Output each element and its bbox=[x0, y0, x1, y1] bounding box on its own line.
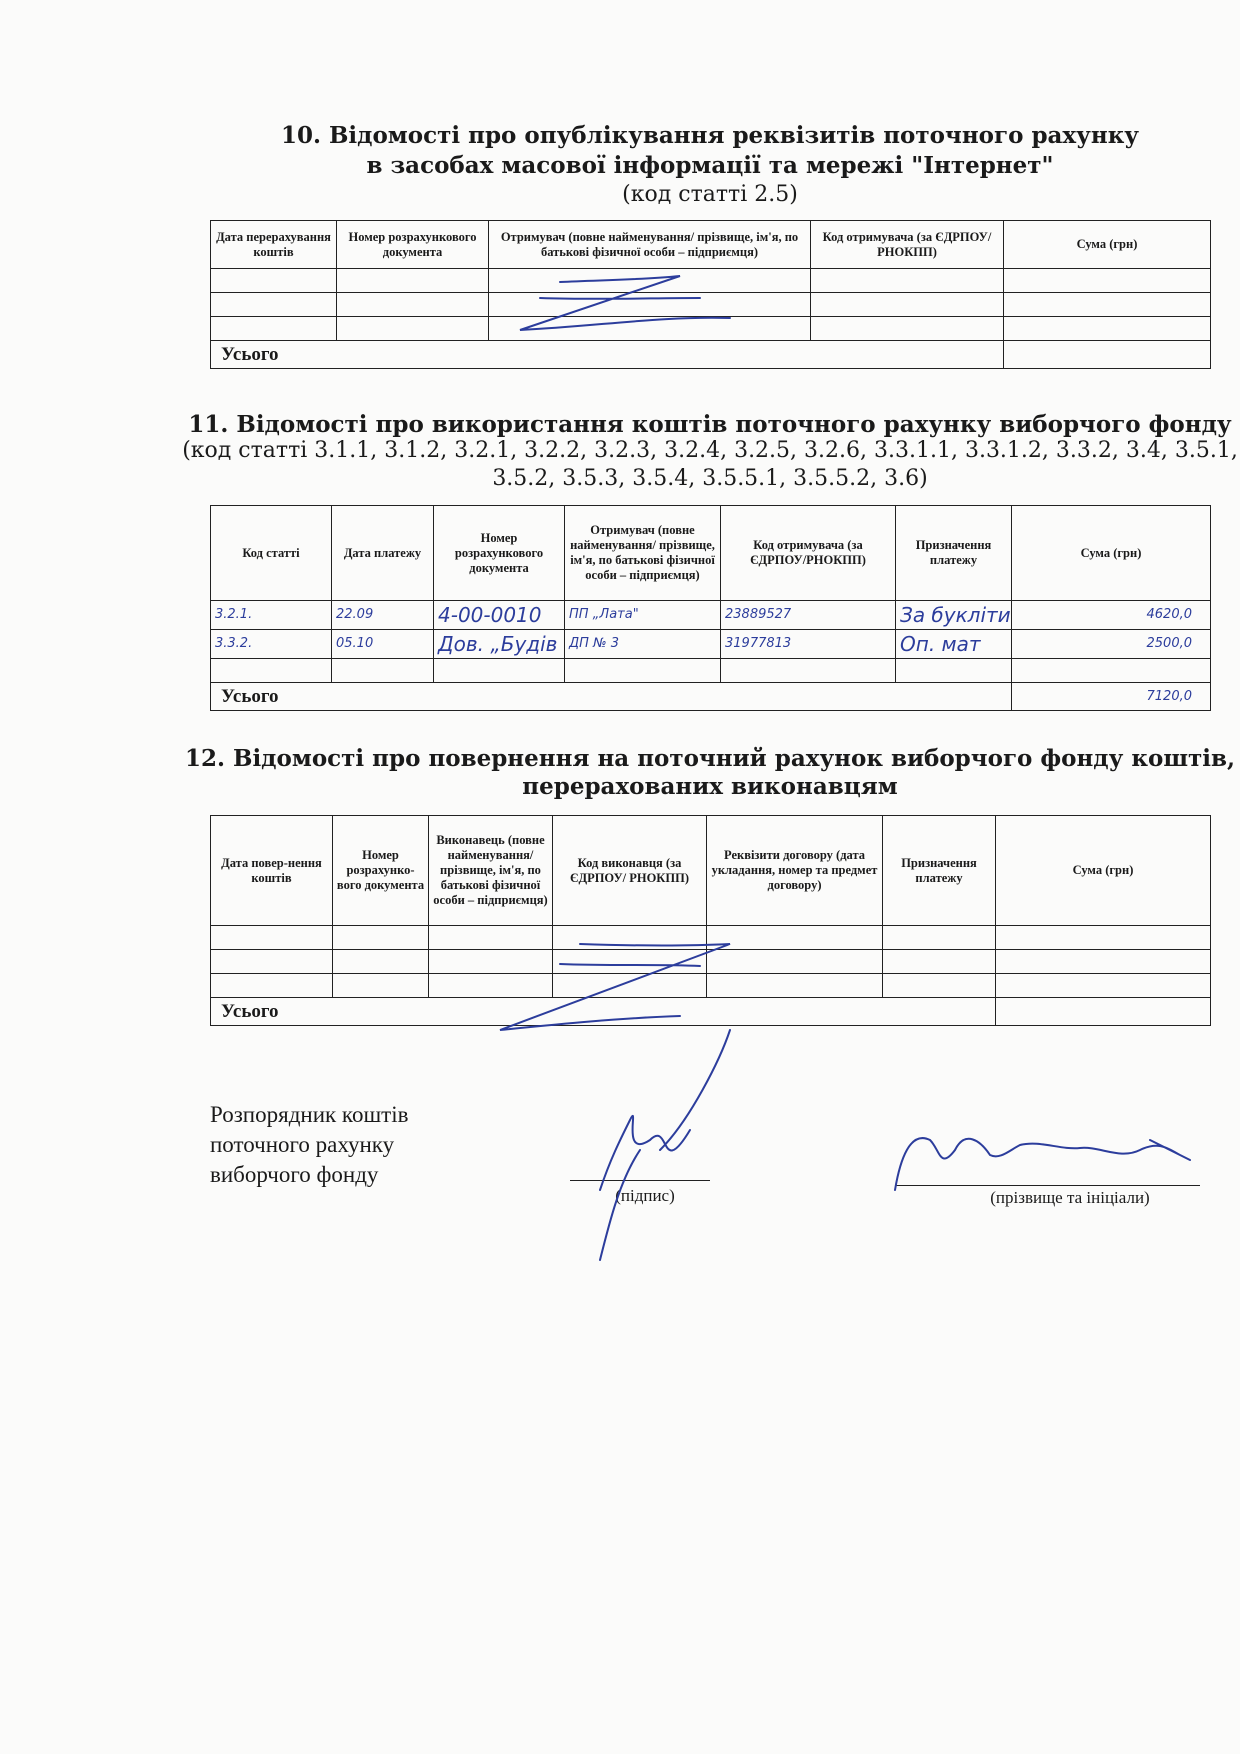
signer-line: Розпорядник коштів bbox=[210, 1102, 409, 1127]
cell-amount: 2500,0 bbox=[1012, 630, 1211, 659]
total-value bbox=[1004, 341, 1211, 369]
total-value bbox=[996, 998, 1211, 1026]
header-cell: Реквізити договору (дата укладання, номер та предмет договору) bbox=[707, 816, 883, 926]
cell-payment-date: 05.10 bbox=[332, 630, 434, 659]
header-cell: Дата повер-нення коштів bbox=[211, 816, 333, 926]
table-row bbox=[211, 293, 1211, 317]
section11-title: 11. Відомості про використання коштів поточного рахунку виборчого фонду bbox=[188, 411, 1232, 438]
header-cell: Сума (грн) bbox=[996, 816, 1211, 926]
cell-payment-date: 22.09 bbox=[332, 601, 434, 630]
header-cell: Код отримувача (за ЄДРПОУ/РНОКПП) bbox=[811, 221, 1004, 269]
header-cell: Призначення платежу bbox=[896, 506, 1012, 601]
signer-line: виборчого фонду bbox=[210, 1162, 379, 1187]
signature-caption: (підпис) bbox=[615, 1186, 675, 1205]
section11-code-line2: 3.5.2, 3.5.3, 3.5.4, 3.5.5.1, 3.5.5.2, 3.6) bbox=[492, 466, 928, 491]
name-line bbox=[895, 1185, 1200, 1186]
signer-title bbox=[210, 1100, 408, 1190]
total-value: 7120,0 bbox=[1012, 683, 1211, 711]
section12-table bbox=[210, 815, 1211, 1026]
section11-code-line1: (код статті 3.1.1, 3.1.2, 3.2.1, 3.2.2, 3.2.3, 3.2.4, 3.2.5, 3.2.6, 3.3.1.1, 3.3.1.2, 3.3.2, 3.4, 3.5.1, bbox=[182, 438, 1238, 463]
section10-title-line1: 10. Відомості про опублікування реквізитів поточного рахунку bbox=[280, 122, 1140, 149]
cell-payment-purpose: За букліти bbox=[896, 601, 1012, 630]
cell-recipient-code: 23889527 bbox=[721, 601, 896, 630]
cell-payment-purpose: Оп. мат bbox=[896, 630, 1012, 659]
table-row bbox=[211, 950, 1211, 974]
total-label: Усього bbox=[211, 341, 1004, 369]
total-row bbox=[211, 341, 1211, 369]
header-cell: Виконавець (повне найменування/ прізвище, ім'я, по батькові фізичної особи – підприємця) bbox=[429, 816, 553, 926]
header-cell: Номер розрахункового документа bbox=[434, 506, 565, 601]
table-row bbox=[211, 269, 1211, 293]
header-cell: Дата перерахування коштів bbox=[211, 221, 337, 269]
cell-recipient: ПП „Лата" bbox=[565, 601, 721, 630]
header-cell: Сума (грн) bbox=[1004, 221, 1211, 269]
table-header-row bbox=[211, 816, 1211, 926]
total-row bbox=[211, 683, 1211, 711]
header-cell: Сума (грн) bbox=[1012, 506, 1211, 601]
header-cell: Код виконавця (за ЄДРПОУ/ РНОКПП) bbox=[553, 816, 707, 926]
total-label: Усього bbox=[211, 683, 1012, 711]
section10-code: (код статті 2.5) bbox=[622, 182, 798, 207]
section10-title-line2: в засобах масової інформації та мережі "Інтернет" bbox=[366, 152, 1054, 179]
table-row bbox=[211, 317, 1211, 341]
header-cell: Код отримувача (за ЄДРПОУ/РНОКПП) bbox=[721, 506, 896, 601]
cell-recipient: ДП № 3 bbox=[565, 630, 721, 659]
cell-document-number: Дов. „Будів bbox=[434, 630, 565, 659]
header-cell: Код статті bbox=[211, 506, 332, 601]
table-header-row bbox=[211, 506, 1211, 601]
header-cell: Номер розрахункового документа bbox=[337, 221, 489, 269]
header-cell: Номер розрахунко-вого документа bbox=[333, 816, 429, 926]
section10-table bbox=[210, 220, 1211, 369]
signature-mark bbox=[600, 1030, 730, 1260]
name-handwriting-mark bbox=[895, 1138, 1190, 1190]
signature-line bbox=[570, 1180, 710, 1181]
table-row bbox=[211, 659, 1211, 683]
header-cell: Отримувач (повне найменування/ прізвище, ім'я, по батькові фізичної особи – підприємця) bbox=[565, 506, 721, 601]
cell-document-number: 4-00-0010 bbox=[434, 601, 565, 630]
section12-title-line2: перерахованих виконавцям bbox=[522, 773, 898, 800]
total-row bbox=[211, 998, 1211, 1026]
table-row bbox=[211, 974, 1211, 998]
table-row bbox=[211, 601, 1211, 630]
signer-line: поточного рахунку bbox=[210, 1132, 395, 1157]
section12-title-line1: 12. Відомості про повернення на поточний рахунок виборчого фонду коштів, bbox=[184, 745, 1236, 772]
total-label: Усього bbox=[211, 998, 996, 1026]
header-cell: Дата платежу bbox=[332, 506, 434, 601]
name-caption: (прізвище та ініціали) bbox=[990, 1188, 1150, 1207]
table-row bbox=[211, 630, 1211, 659]
cell-article-code: 3.3.2. bbox=[211, 630, 332, 659]
cell-amount: 4620,0 bbox=[1012, 601, 1211, 630]
cell-article-code: 3.2.1. bbox=[211, 601, 332, 630]
section11-table bbox=[210, 505, 1211, 711]
table-header-row bbox=[211, 221, 1211, 269]
header-cell: Призначення платежу bbox=[883, 816, 996, 926]
table-row bbox=[211, 926, 1211, 950]
header-cell: Отримувач (повне найменування/ прізвище, ім'я, по батькові фізичної особи – підприємця) bbox=[489, 221, 811, 269]
cell-recipient-code: 31977813 bbox=[721, 630, 896, 659]
